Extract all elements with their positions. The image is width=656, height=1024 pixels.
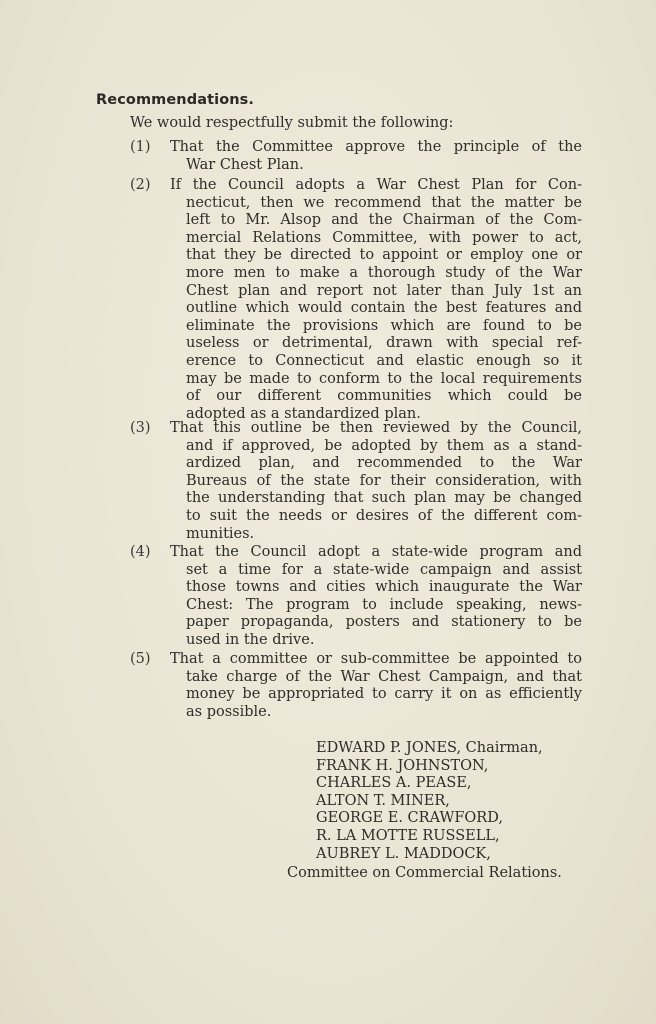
- recommendation-number: (3): [130, 420, 151, 436]
- recommendation-text: [170, 420, 582, 543]
- text-line: Chest: The program to include speaking, news-: [186, 596, 582, 613]
- text-line: money be appropriated to carry it on as efficiently: [186, 686, 582, 703]
- text-line: the understanding that such plan may be changed: [186, 490, 582, 507]
- recommendation-text: [170, 177, 582, 423]
- text-line: That a committee or sub-committee be appointed to: [170, 651, 582, 667]
- text-line: That the Committee approve the principle of the: [170, 139, 582, 155]
- recommendation-number: (2): [130, 177, 151, 193]
- text-line: If the Council adopts a War Chest Plan for Con-: [170, 177, 582, 193]
- text-line: War Chest Plan.: [186, 156, 304, 173]
- text-line: useless or detrimental, drawn with special ref-: [186, 335, 582, 352]
- text-line: paper propaganda, posters and stationery to be: [186, 614, 582, 631]
- signatory-name: FRANK H. JOHNSTON,: [316, 757, 489, 774]
- signatory-name: EDWARD P. JONES, Chairman,: [316, 740, 543, 756]
- text-line: that they be directed to appoint or employ one or: [186, 247, 582, 264]
- text-line: more men to make a thorough study of the War: [186, 264, 582, 281]
- text-line: take charge of the War Chest Campaign, and that: [186, 668, 582, 685]
- text-line: That this outline be then reviewed by the Council,: [170, 420, 582, 436]
- recommendation-number: (4): [130, 544, 151, 560]
- signatory-name: R. LA MOTTE RUSSELL,: [316, 827, 500, 844]
- text-line: ardized plan, and recommended to the War: [186, 455, 582, 472]
- text-line: outline which would contain the best features and: [186, 300, 582, 317]
- text-line: That the Council adopt a state-wide program and: [170, 544, 582, 560]
- recommendation-text: [170, 651, 582, 721]
- text-line: used in the drive.: [186, 631, 315, 648]
- text-line: to suit the needs or desires of the different com-: [186, 507, 582, 524]
- section-heading: Recommendations.: [96, 92, 255, 108]
- text-line: as possible.: [186, 703, 272, 720]
- intro-line: We would respectfully submit the following:: [130, 115, 454, 131]
- signatory-name: AUBREY L. MADDOCK,: [316, 845, 491, 862]
- text-line: eliminate the provisions which are found to be: [186, 317, 582, 334]
- committee-name: Committee on Commercial Relations.: [287, 865, 562, 881]
- recommendation-text: [170, 139, 582, 174]
- text-line: those towns and cities which inaugurate the War: [186, 579, 582, 596]
- text-line: set a time for a state-wide campaign and assist: [186, 561, 582, 578]
- text-line: mercial Relations Committee, with power to act,: [186, 229, 582, 246]
- text-line: of our different communities which could be: [186, 388, 582, 405]
- text-line: Chest plan and report not later than July 1st an: [186, 282, 582, 299]
- text-line: adopted as a standardized plan.: [186, 405, 421, 422]
- text-line: Bureaus of the state for their consideration, with: [186, 472, 582, 489]
- text-line: necticut, then we recommend that the matter be: [186, 194, 582, 211]
- signatory-name: GEORGE E. CRAWFORD,: [316, 810, 503, 827]
- signatory-name: ALTON T. MINER,: [316, 792, 450, 809]
- recommendation-number: (1): [130, 139, 151, 155]
- text-line: munities.: [186, 525, 255, 542]
- signatory-name: CHARLES A. PEASE,: [316, 775, 472, 792]
- text-line: may be made to conform to the local requirements: [186, 370, 582, 387]
- recommendation-text: [170, 544, 582, 650]
- text-line: left to Mr. Alsop and the Chairman of the Com-: [186, 212, 582, 229]
- text-line: erence to Connecticut and elastic enough so it: [186, 352, 582, 369]
- recommendation-number: (5): [130, 651, 151, 667]
- text-line: and if approved, be adopted by them as a stand-: [186, 437, 582, 454]
- signature-block: [316, 740, 543, 863]
